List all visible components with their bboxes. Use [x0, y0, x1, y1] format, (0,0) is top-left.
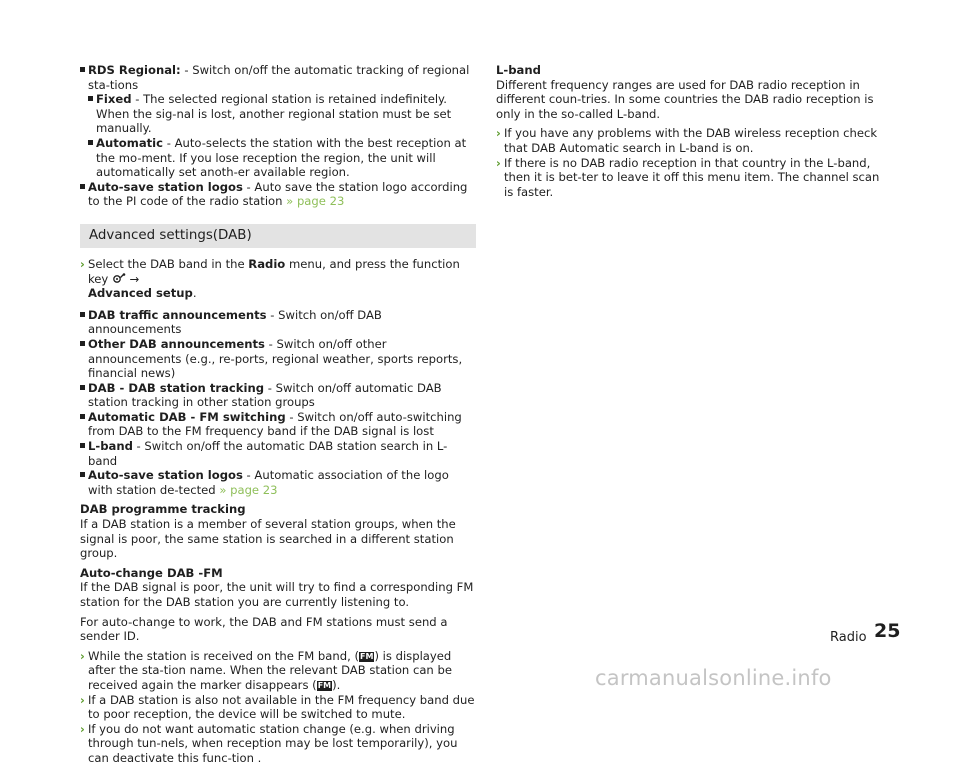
bullet-square	[80, 385, 85, 390]
l-band-heading	[496, 63, 892, 78]
step-deactivate	[80, 722, 476, 766]
bullet-square	[80, 443, 85, 448]
bullet-dab-tracking	[80, 381, 476, 410]
section-heading-advanced-dab: Advanced settings(DAB)	[80, 224, 476, 248]
watermark: carmanualsonline.info	[595, 666, 832, 690]
left-column	[80, 63, 476, 766]
step-arrow-icon: ›	[80, 692, 85, 707]
footer-section-label: Radio	[830, 630, 867, 645]
item-text: - Switch on/off automatic DAB station tracking in other station groups	[88, 380, 442, 410]
step-text: If you do not want automatic station change (e.g. when driving through tun-nels, when reception may be lost temporarily), you can deactivate this func-tion .	[88, 721, 458, 765]
step-text: If a DAB station is also not available in the FM frequency band due to poor reception, the device will be switched to mute.	[88, 692, 475, 722]
gear-icon	[112, 273, 126, 284]
item-label: Automatic DAB - FM switching	[88, 409, 286, 424]
bullet-square	[80, 341, 85, 346]
fixed-label: Fixed	[96, 92, 132, 107]
sender-id-text: For auto-change to work, the DAB and FM stations must send a sender ID.	[80, 614, 448, 644]
step-text: If you have any problems with the DAB wireless reception check that DAB Automatic search in L-band is on.	[504, 126, 878, 155]
l-band-heading-text: L-band	[496, 63, 541, 77]
autochange-text: If the DAB signal is poor, the unit will try to find a corresponding FM station for the DAB station you are currently listening to.	[80, 580, 474, 609]
page-link[interactable]: » page 23	[286, 194, 345, 209]
tracking-heading-text: DAB programme tracking	[80, 502, 246, 517]
step-text-a: Select the DAB band in the	[88, 256, 249, 271]
bullet-other-dab	[80, 337, 476, 381]
step-arrow-icon: ›	[496, 155, 501, 170]
bullet-square	[88, 96, 93, 101]
bullet-square	[88, 140, 93, 145]
bullet-auto-save-logos	[80, 180, 476, 209]
step-arrow-icon: ›	[80, 256, 85, 271]
bullet-square	[80, 414, 85, 419]
bullet-auto-save-logos-dab	[80, 468, 476, 497]
step-radio-label: Radio	[248, 256, 286, 271]
rds-regional-text: - Switch on/off the automatic tracking of regional sta-tions	[88, 63, 470, 92]
step-check-l-band	[496, 126, 892, 155]
autochange-heading-text: Auto-change DAB -FM	[80, 565, 223, 580]
step-text: ).	[332, 677, 341, 692]
step-arrow-icon: ›	[496, 126, 501, 141]
item-label: Auto-save station logos	[88, 468, 243, 483]
fm-icon: FM	[317, 680, 332, 690]
step-fm-marker	[80, 649, 476, 693]
step-l-band-off	[496, 156, 892, 200]
page-link[interactable]: » page 23	[219, 482, 278, 497]
auto-save-logos-label: Auto-save station logos	[88, 179, 243, 194]
bullet-dab-traffic	[80, 308, 476, 337]
bullet-square	[80, 312, 85, 317]
step-text: If there is no DAB radio reception in that country in the L-band, then it is bet-ter to leave it off this menu item. The channel scan is faster.	[504, 155, 880, 199]
tracking-heading	[80, 502, 476, 517]
step-text-c: menu, and press the function key	[88, 256, 460, 286]
bullet-square	[80, 472, 85, 477]
step-arrow-text: →	[125, 271, 140, 286]
l-band-text: Different frequency ranges are used for DAB radio reception in different coun-tries. In some countries the DAB radio reception is only in the so-called L-band.	[496, 77, 874, 121]
item-label: DAB - DAB station tracking	[88, 380, 265, 395]
rds-regional-label: RDS Regional:	[88, 63, 181, 77]
item-label: L-band	[88, 439, 133, 454]
item-label: Other DAB announcements	[88, 336, 265, 351]
step-select-dab	[80, 257, 476, 301]
step-arrow-icon: ›	[80, 721, 85, 736]
bullet-automatic	[80, 136, 476, 180]
bullet-l-band	[80, 439, 476, 468]
right-column	[496, 63, 892, 199]
step-mute	[80, 693, 476, 722]
item-text: - Automatic association of the logo with station de-tected	[88, 468, 449, 497]
step-text: While the station is received on the FM band, (	[88, 648, 359, 663]
bullet-fixed	[80, 92, 476, 136]
step-arrow-icon: ›	[80, 648, 85, 663]
bullet-square	[80, 67, 85, 72]
item-text: - Switch on/off other announcements (e.g., re-ports, regional weather, sports reports, financial news)	[88, 336, 463, 381]
fm-icon: FM	[360, 651, 374, 661]
automatic-text: - Auto-selects the station with the best reception at the mo-ment. If you lose reception the region, the unit will automatically set anoth-er available region.	[96, 135, 467, 180]
page-number: 25	[874, 620, 901, 642]
item-text: - Switch on/off DAB announcements	[88, 307, 382, 337]
automatic-label: Automatic	[96, 135, 164, 150]
item-text: - Switch on/off auto-switching from DAB to the FM frequency band if the DAB signal is lost	[88, 409, 462, 439]
bullet-square	[80, 184, 85, 189]
fixed-text: - The selected regional station is retained indefinitely. When the sig-nal is lost, another regional station must be set manually.	[96, 92, 452, 136]
item-label: DAB traffic announcements	[88, 307, 267, 322]
auto-save-logos-text: - Auto save the station logo according to the PI code of the radio station	[88, 179, 468, 209]
step-text-e: .	[192, 286, 197, 301]
bullet-dab-fm-switching	[80, 410, 476, 439]
step-text: ) is displayed after the sta-tion name. When the relevant DAB station can be received again the marker disappears (	[88, 648, 452, 692]
item-text: - Switch on/off the automatic DAB station search in L-band	[88, 439, 448, 468]
bullet-rds-regional	[80, 63, 476, 92]
autochange-heading	[80, 566, 476, 581]
step-advanced-setup: Advanced setup	[88, 286, 193, 301]
tracking-text: If a DAB station is a member of several station groups, when the signal is poor, the same station is searched in a different station group.	[80, 517, 456, 561]
